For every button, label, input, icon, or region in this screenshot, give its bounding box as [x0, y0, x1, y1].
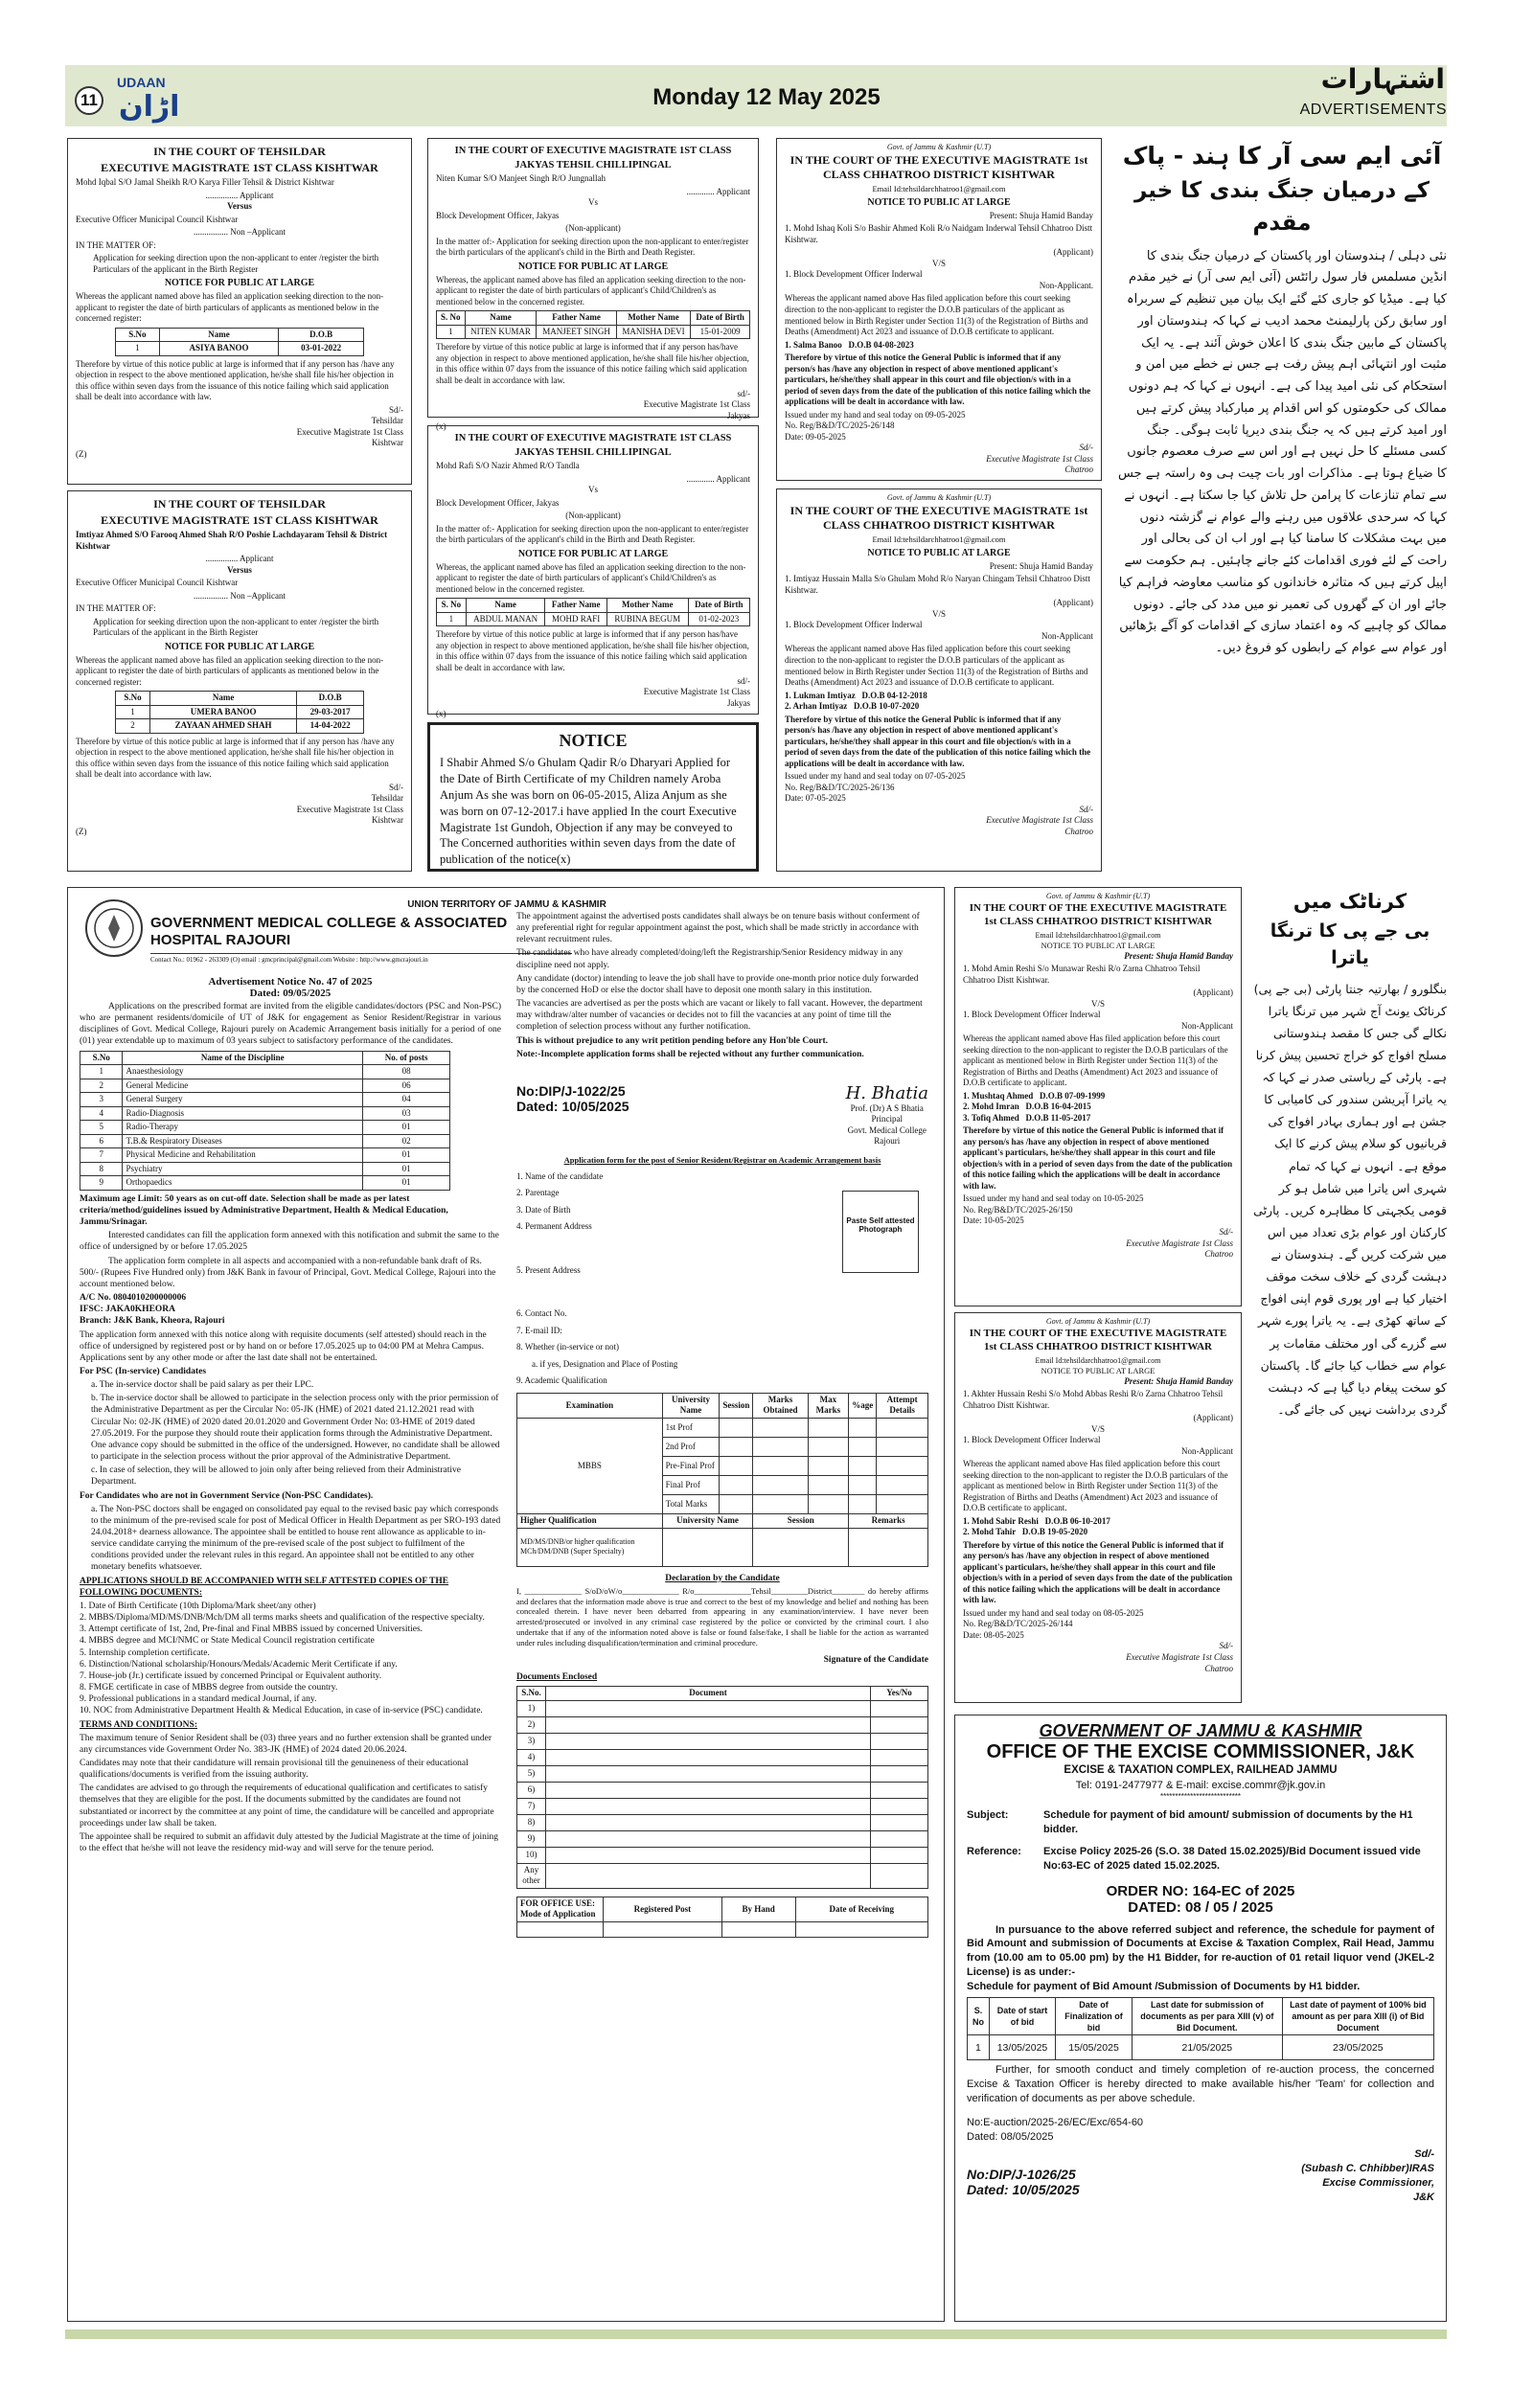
court-heading: IN THE COURT OF TEHSILDAR [153, 497, 326, 511]
table-row: 5) [517, 1765, 928, 1782]
court-title: JAKYAS TEHSIL CHILLIPINGAL [515, 447, 672, 459]
opponent-role: Non-Applicant [1181, 1445, 1233, 1456]
gmc-rajouri-advertisement [67, 887, 945, 2322]
form-field: 6. Contact No. [516, 1308, 567, 1319]
opponent: Block Development Officer, Jakyas [436, 210, 560, 220]
applicant: 1. Imtiyaz Hussain Malla S/o Ghulam Mohd R/o Naryan Chingam Tehsil Chhatroo Distt Kishtwar. [785, 574, 1090, 595]
notice-heading: NOTICE FOR PUBLIC AT LARGE [517, 548, 669, 559]
dob-table: S. No Name Father Name Mother Name Date of Birth 1 NITEN KUMAR MANJEET SINGH MANISHA DEVI 15-01-2009 [436, 310, 750, 339]
govt-label: Govt. of Jammu & Kashmir (U.T) [1045, 1317, 1151, 1326]
form-title: Application form for the post of Senior Resident/Registrar on Academic Arrangement basis [563, 1154, 881, 1165]
bullet-heading: For PSC (In-service) Candidates [80, 1366, 207, 1376]
doc-item: 7. House-job (Jr.) certificate issued by concerned Principal or Equivalent authority. [80, 1670, 382, 1681]
brand-name-en: UDAAN [117, 75, 166, 90]
signature: Sd/- Executive Magistrate 1st Class Chatroo [1126, 1226, 1233, 1260]
matter-head: IN THE MATTER OF: [76, 603, 156, 614]
list-item: 1. Mushtaq Ahmed D.O.B 07-09-1999 [963, 1090, 1106, 1101]
table-row: 5 Radio-Therapy 01 [80, 1121, 450, 1135]
opponent: 1. Block Development Officer Inderwal [785, 620, 923, 630]
notice-body: Whereas the applicant named above Has filed application before this court seeking direction to the non-applicant to register the D.O.B particulars of the applicant as mentioned below in Birth Register under Section 11(3) of the Registration of Births and Deaths (Amendment) Act 2023 and issuance of D.O.B certificate to applicant. [963, 1459, 1228, 1513]
list-item: 2. Mohd Imran D.O.B 16-04-2015 [963, 1102, 1091, 1112]
term-item: Candidates may note that their candidature will remain provisional till the genuineness of their educational qualifications/documents is verified from the issuing authority. [80, 1758, 469, 1781]
application-form [516, 1171, 928, 1387]
court-title: IN THE COURT OF THE EXECUTIVE MAGISTRATE 1st CLASS CHHATROO DISTRICT KISHTWAR [789, 153, 1088, 181]
notice-heading: NOTICE TO PUBLIC AT LARGE [867, 196, 1011, 208]
notice-chhatroo-2 [776, 488, 1102, 872]
form-field: 5. Present Address [516, 1264, 581, 1275]
table-row: 3 General Surgery 04 [80, 1093, 450, 1107]
incomplete-note: Note:-Incomplete application forms shall be rejected without any further communication. [516, 1049, 864, 1059]
table-row: Any other [517, 1863, 928, 1888]
signature: Sd/- Executive Magistrate 1st Class Chatroo [1126, 1641, 1233, 1673]
bullet-item: b. The in-service doctor shall be allowed to participate in the selection process only with the prior permission of the Administrative Department as per the Circular No: 05-JK (HME) of 2021 dated 21.12.2021 read with Circular No: 02-JK (HME) of 2020 dated 20.01.2020 and Government Order No: 03-HME of 2019 dated 27.05.2019. For the purpose they should route their application forms through the Administrative Department. One advance copy should be submitted in the office of the undersigned. However, no candidate shall be allowed to participate in the selection process without the prior approval of the Administrative Department. [91, 1394, 500, 1463]
table-row: 2) [517, 1716, 928, 1733]
principal-place: Rajouri [874, 1136, 901, 1147]
page-number: 11 [75, 86, 103, 115]
notice-body: Whereas, the applicant named above has filed an application seeking direction to the non-applicant to register the date of birth particulars of applicant's Child/Children's as mentioned below in the concerned register. [436, 274, 746, 307]
notice-number: Advertisement Notice No. 47 of 2025 [208, 976, 373, 988]
form-field: 9. Academic Qualification [516, 1375, 607, 1386]
signature: Sd/- Tehsildar Executive Magistrate 1st Class Kishtwar [296, 782, 403, 826]
office-heading: OFFICE OF THE EXCISE COMMISSIONER, J&K [986, 1741, 1415, 1762]
reference-row: Reference: Excise Policy 2025-26 (S.O. 38 Dated 15.02.2025)/Bid Document issued vide No:63-EC of 2025 dated 15.02.2025. [967, 1845, 1421, 1872]
list-item: 2. Mohd Tahir D.O.B 19-05-2020 [963, 1527, 1088, 1537]
ref-code: (Z) [76, 448, 87, 459]
further-note: Further, for smooth conduct and timely completion of re-auction process, the concerned Excise & Taxation Officer is hereby directed to make available his/her 'Team' for collection and verification of documents as per above schedule. [967, 2064, 1434, 2104]
notice-body: Whereas the applicant named above has filed an application seeking direction to the non-applicant to register the date of birth particulars of applicants as mentioned below in the concerned register: [76, 291, 384, 324]
dip-block [967, 2147, 1080, 2204]
article-body: نئی دہلی / ہندوستان اور پاکستان کے درمیان جنگ بندی کا انڈین مسلمس فار سول رائٹس (آئی ایم سی آر) نے خیر مقدم کیا ہے۔ میڈیا کو جاری کئے گئے ایک بیان میں تنظیم کے سربراہ اور سابق رکن پارلیمنٹ محمد ادیب نے کہا کہ ہندوستان اور پاکستان کے مابین جنگ بندی کا اعلان خوش آئند ہے۔ یہ ایک مثبت اور انتہائی اہم پیش رفت ہے جس نے خطے میں امن و استحکام کی نئی امید پیدا کی ہے۔ انہوں نے کہا کہ ہم دونوں ممالک کی حکومتوں کو اس اقدام پر مبارکباد پیش کرتے ہیں اور امید کرتے ہیں کہ یہ جنگ بندی دیرپا ثابت ہوگی۔ جنگ کسی مسئلے کا حل نہیں ہے اور اس سے صرف معصوم جانوں کا ضیاع ہوتا ہے۔ مذاکرات اور بات چیت ہی وہ راستہ ہے جس سے تمام تنازعات کا پرامن حل تلاش کیا جا سکتا ہے۔ انہوں نے کہا کہ سرحدی علاقوں میں رہنے والے عوام نے گزشتہ دنوں میں بہت مشکلات کا سامنا کیا ہے اور اب ان کی بحالی اور راحت کے لئے فوری اقدامات کئے جانے چاہئیں۔ ہم حکومت سے اپیل کرتے ہیں کہ متاثرہ خاندانوں کو مناسب معاوضہ فراہم کیا جائے اور ان کے گھروں کی تعمیر نو میں مدد کی جائے۔ دونوں ممالک کو چاہیے کہ وہ اعتماد سازی کے اقدامات کو آگے بڑھائیں اور عوام سے عوام کے رابطوں کو فروغ دیں۔ [1117, 248, 1447, 655]
email: Email Id:tehsildarchhatroo1@gmail.com [1035, 930, 1161, 940]
ut-label: UNION TERRITORY OF JAMMU & KASHMIR [407, 899, 606, 910]
signature: Sd/- Executive Magistrate 1st Class Chatroo [986, 443, 1093, 475]
court-title: IN THE COURT OF THE EXECUTIVE MAGISTRATE 1st CLASS CHHATROO DISTRICT KISHTWAR [789, 504, 1088, 532]
vs: V/S [931, 258, 946, 268]
photo-box: Paste Self attested Photograph [842, 1191, 919, 1273]
doc-item: 6. Distinction/National scholarship/Honours/Medals/Academic Merit Certificate if any. [80, 1659, 398, 1670]
issued: Issued under my hand and seal today on 07-05-2025 [785, 771, 966, 782]
reg-no: No. Reg/B&D/TC/2025-26/136 [785, 782, 895, 792]
signature: Sd/- Executive Magistrate 1st Class Chatroo [986, 804, 1093, 836]
candidate-signature-label: Signature of the Candidate [823, 1654, 928, 1665]
vs: Vs [587, 197, 598, 208]
notice-body-2: Therefore by virtue of this notice public at large is informed that if any person has/have any objection in respect to above mentioned application, he/she shall file his/her objection, in this office within 07 days from the issuance of this notice failing which said application shall be dealt in accordance with law. [436, 342, 749, 385]
notice-title: NOTICE [559, 731, 628, 750]
notice-chhatroo-3 [954, 887, 1242, 1306]
documents-enclosed-table: S.No. Document Yes/No 1) 2) 3) 4) 5) 6) 7) 8) 9) 10) Any other [516, 1686, 928, 1889]
docs-heading: APPLICATIONS SHOULD BE ACCOMPANIED WITH SELF ATTESTED COPIES OF THE FOLLOWING DOCUMENTS: [80, 1576, 449, 1598]
opponent-role: Non-Applicant [1041, 630, 1093, 641]
date: Date: 09-05-2025 [785, 431, 846, 442]
matter: In the matter of:- Application for seeking direction upon the non-applicant to enter/register the birth particulars of the applicant's child in the Birth and Death Register. [436, 236, 749, 258]
table-row: 1 ABDUL MANAN MOHD RAFI RUBINA BEGUM 01-02-2023 [437, 612, 750, 626]
govt-label: Govt. of Jammu & Kashmir (U.T) [886, 493, 992, 502]
schedule-title: Schedule for payment of Bid Amount /Submission of Documents by H1 bidder. [967, 1980, 1361, 1992]
notice-body-2: Therefore by virtue of this notice the General Public is informed that if any person/s has /have any objection in respect of above mentioned applicant's particulars, he/she/they shall appear in this court and file objection/s with in a period of seven days from the date of the publication of this notice failing which the applications will be dealt in accordance with law. [785, 352, 1091, 407]
applicant: 1. Mohd Amin Reshi S/o Munawar Reshi R/o Zarna Chhatroo Tehsil Chhatroo Distt Kishtwar. [963, 964, 1201, 985]
table-row: 8) [517, 1814, 928, 1830]
discipline-table: S.No Name of the Discipline No. of posts 1 Anaesthesiology 08 2 General Medicine 06 3 General Surgery 04 4 Radio-Diagnosis 03 5 Radio-Therapy 01 6 T.B.& Respiratory Diseases 02 7 Physical Medicine and Rehabilitation 01 8 Psychiatry 01 9 Orthopaedics 01 [80, 1051, 450, 1191]
principal-office: Govt. Medical College [847, 1124, 927, 1135]
opponent-role: (Non-applicant) [565, 511, 621, 521]
opponent: Executive Officer Municipal Council Kishtwar [76, 578, 239, 588]
terms-heading: TERMS AND CONDITIONS: [80, 1719, 197, 1730]
signature: Sd/- Tehsildar Executive Magistrate 1st Class Kishtwar [296, 404, 403, 448]
applicant: Niten Kumar S/O Manjeet Singh R/O Jungnallah [436, 173, 606, 184]
table-row: 9) [517, 1830, 928, 1847]
brand-name-ur: اڑان [119, 90, 180, 124]
govt-label: Govt. of Jammu & Kashmir (U.T) [1045, 892, 1151, 900]
declaration-body: I, ______________ S/oD/oW/o______________ R/o______________Tehsil_________District________ do hereby affirms and declares that the information made above is true and correct to the best of my knowledge and belief and nothing has been concealed therein. I have never been debarred from appearing in any examination/interview. I have never been arrested/prosecuted or involved in any criminal case registered by the police or convicted by the criminal court. I also undertake that if any of the information noted above is false or found false/fake, I shall be liable for the action as warranted under rules including disqualification/termination and criminal procedure. [516, 1585, 928, 1648]
date: Date: 07-05-2025 [785, 793, 846, 804]
notice-tehsildar-2 [67, 490, 412, 872]
docs-enclosed-label: Documents Enclosed [516, 1672, 598, 1683]
applicant-role: ............. Applicant [686, 186, 750, 196]
list-item: 3. Tofiq Ahmed D.O.B 11-05-2017 [963, 1112, 1091, 1123]
table-row: 1) [517, 1700, 928, 1716]
date: Date: 10-05-2025 [963, 1215, 1024, 1226]
table-row: 1 Anaesthesiology 08 [80, 1065, 450, 1079]
table-row: 4 Radio-Diagnosis 03 [80, 1106, 450, 1121]
institution-name: GOVERNMENT MEDICAL COLLEGE & ASSOCIATED HOSPITAL RAJOURI [150, 915, 508, 948]
urdu-news-tiranga-yatra [1253, 887, 1447, 1703]
court-heading: IN THE COURT OF EXECUTIVE MAGISTRATE 1ST CLASS [454, 146, 732, 156]
bullet-item: c. In case of selection, they will be allowed to join only after being relieved from their Administrative Department. [91, 1465, 461, 1488]
principal-name: Prof. (Dr) A S Bhatia [850, 1102, 924, 1113]
notice-heading: NOTICE TO PUBLIC AT LARGE [867, 547, 1011, 558]
applicant-role: ............... Applicant [205, 190, 274, 200]
table-row: 1 13/05/2025 15/05/2025 21/05/2025 23/05/2025 [968, 2035, 1434, 2060]
issued: Issued under my hand and seal today on 09-05-2025 [785, 409, 966, 420]
dip-date: Dated: 10/05/2025 [967, 2182, 1080, 2198]
form-field: 7. E-mail ID: [516, 1325, 562, 1335]
table-row: 8 Psychiatry 01 [80, 1162, 450, 1176]
applicant: Mohd Rafi S/O Nazir Ahmed R/O Tandla [436, 461, 580, 471]
notice-shabir-ahmed [427, 722, 759, 872]
table-row: 1 ASIYA BANOO 03-01-2022 [116, 342, 364, 356]
age-limit: Maximum age Limit: 50 years as on cut-off date. Selection shall be made as per latest criteria/method/guidelines issued by Administrative Department, Health & Medical Education, Jammu/Srinagar. [80, 1193, 448, 1228]
branch: Branch: J&K Bank, Kheora, Rajouri [80, 1316, 225, 1327]
page-footer-bar [65, 2329, 1447, 2339]
bullet-item: a. The Non-PSC doctors shall be engaged on consolidated pay equal to the revised basic pay which corresponds to the minimum of the pre-revised scale for post of Medical Officer in Health Department as per SRO-193 dated 24.04.2018+ dearness allowance. The appointee shall be entitled to house rent allowance as applicable to in-service candidate carrying the minimum of the pre-revised scale of the post subject to fulfilment of the conditions provided under the relevant rules in this regard. An appointee shall not be entitled to any other monetary benefits whatsoever. [91, 1504, 501, 1573]
notice-body-2: Therefore by virtue of this notice public at large is informed that if any person has /have any objection in respect to the above mentioned application, he/she shall file his/her objection in this office within seven days from the issuance of this notice failing which said application shall be dealt into accordance with law. [76, 736, 395, 780]
office-use-table: FOR OFFICE USE: Mode of Application Registered Post By Hand Date of Receiving [516, 1897, 928, 1938]
dob-table: S. No Name Father Name Mother Name Date of Birth 1 ABDUL MANAN MOHD RAFI RUBINA BEGUM 01-02-2023 [436, 598, 750, 626]
notice-body: Whereas the applicant named above has filed an application seeking direction to the non-applicant to register the date of birth particulars of applicants as mentioned below in the concerned register: [76, 654, 384, 687]
applicant-role: (Applicant) [1053, 247, 1093, 258]
govt-label: Govt. of Jammu & Kashmir (U.T) [886, 143, 992, 151]
applicant: Imtiyaz Ahmed S/O Farooq Ahmed Shah R/O Poshie Lachdayaram Tehsil & District Kishtwar [76, 530, 388, 551]
ref-date: Dated: 08/05/2025 [967, 2130, 1054, 2143]
notice-chhatroo-1 [776, 138, 1102, 481]
notice-heading: NOTICE FOR PUBLIC AT LARGE [164, 641, 315, 652]
notice-body-2: Therefore by virtue of this notice the General Public is informed that if any person/s has /have any objection in respect of above mentioned applicant's particulars, he/she/they shall appear in this court and file objection/s with in a period of seven days from the date of the publication of this notice failing which the applications will be dealt in accordance with law. [785, 714, 1091, 768]
court-title: EXECUTIVE MAGISTRATE 1ST CLASS KISHTWAR [101, 513, 378, 527]
doc-item: 4. MBBS degree and MCI/NMC or State Medical Council registration certificate [80, 1636, 375, 1647]
term-item: The maximum tenure of Senior Resident shall be (03) three years and no further extension shall be granted under any circumstances vide Government Order No. 383-JK (HME) of 2024 dated 20.06.2024. [80, 1733, 492, 1755]
notice-heading: NOTICE FOR PUBLIC AT LARGE [517, 261, 669, 272]
table-row: 9 Orthopaedics 01 [80, 1176, 450, 1191]
notice-body-2: Therefore by virtue of this notice the General Public is informed that if any person/s has /have any objection in respect of above mentioned applicant's particulars, he/she/they shall appear in this court and file objection/s with in a period of seven days from the date of the publication of this notice failing which the applications will be dealt in accordance with law. [963, 1539, 1233, 1605]
table-row: 10) [517, 1847, 928, 1863]
list-item: 1. Salma Banoo D.O.B 04-08-2023 [785, 339, 914, 350]
notice-heading: NOTICE TO PUBLIC AT LARGE [1041, 1365, 1155, 1375]
doc-item: 5. Internship completion certificate. [80, 1647, 210, 1658]
table-row: 7 Physical Medicine and Rehabilitation 01 [80, 1148, 450, 1163]
stars: *************************** [1159, 1792, 1242, 1802]
applicant: 1. Akhter Hussain Reshi S/o Mohd Abbas Reshi R/o Zarna Chhatroo Tehsil Chhatroo Distt Kishtwar. [963, 1389, 1224, 1410]
term-item: The appointee shall be required to submit an affidavit duly attested by the Judicial Magistrate at the time of joining to the effect that he/she will not leave the residency mid-way and will serve for the tenure period. [80, 1831, 498, 1854]
form-field: 2. Parentage [516, 1188, 560, 1198]
form-field: a. if yes, Designation and Place of Posting [532, 1358, 678, 1369]
ref-code: (Z) [76, 826, 87, 836]
versus: Versus [227, 564, 252, 575]
issue-date: Monday 12 May 2025 [652, 84, 881, 110]
order-date: DATED: 08 / 05 / 2025 [1128, 1898, 1273, 1916]
section-title-en: ADVERTISEMENTS [1299, 102, 1447, 118]
prejudice-note: This is without prejudice to any writ petition pending before any Hon'ble Court. [516, 1035, 829, 1046]
applicant-role: (Applicant) [1193, 1413, 1233, 1423]
form-field: 1. Name of the candidate [516, 1170, 604, 1181]
headline-1: کرناٹک میں [1293, 890, 1407, 913]
bullet-item: a. The in-service doctor shall be paid salary as per their LPC. [91, 1380, 314, 1391]
ref-number: No:E-auction/2025-26/EC/Exc/654-60 [967, 2116, 1144, 2128]
vs: V/S [1090, 1423, 1105, 1434]
article-body: بنگلورو / بھارتیہ جنتا پارٹی (بی جے پی) کرناٹک یونٹ آج شہر میں ترنگا یاترا نکالے گی جس کا مقصد ہندوستانی مسلح افواج کو خراج تحسین پیش کرنا ہے۔ پارٹی کے ریاستی صدر نے کہا کہ یہ یاترا آپریشن سندور کی کامیابی کا جشن ہے اور ہماری بہادر افواج کی قربانیوں کو سلام پیش کرنے کا ایک موقع ہے۔ انہوں نے کہا کہ تمام شہری اس یاترا میں شامل ہو کر قومی یکجہتی کا مظاہرہ کریں۔ پارٹی کارکنان اور عوام بڑی تعداد میں اس میں شرکت کریں گے۔ ہندوستان نے دہشت گردی کے خلاف سخت موقف اختیار کیا ہے اور پوری قوم اپنی افواج کے ساتھ کھڑی ہے۔ یہ یاترا پورے شہر سے گزرے گی اور مختلف مقامات پر عوام سے خطاب کیا جائے گا۔ پاکستان کو سخت پیغام دیا گیا ہے کہ دہشت گردی برداشت نہیں کی جائے گی۔ [1253, 981, 1447, 1417]
doc-item: 10. NOC from Administrative Department Health & Medical Education, in case of in-service (PSC) candidate. [80, 1706, 483, 1716]
excise-commissioner-order [954, 1715, 1447, 2322]
opponent: 1. Block Development Officer Inderwal [963, 1435, 1101, 1445]
list-item: 1. Mohd Sabir Reshi D.O.B 06-10-2017 [963, 1515, 1110, 1526]
signature: sd/- Executive Magistrate 1st Class Jakyas [643, 675, 750, 708]
bullet-item: The application form annexed with this notice along with requisite documents (self attested) should reach in the office of undersigned by registered post or by hand on or before 17.05.2025 up to 04:00 PM at Mehra Campus. Applications sent by any other mode or after the last date shall not be entertained. [80, 1329, 487, 1363]
notice-body: Whereas the applicant named above Has filed application before this court seeking direction to the non-applicant to register the D.O.B particulars of the applicant as mentioned below in Birth Register under Section 11(3) of the Registration of Births and Deaths (Amendment) Act 2023 and issuance of D.O.B certificate to applicant. [785, 293, 1088, 337]
notice-heading: NOTICE FOR PUBLIC AT LARGE [164, 278, 315, 289]
vs: V/S [931, 608, 946, 619]
gmc-right-column [516, 909, 928, 1941]
vs: V/S [1090, 998, 1105, 1009]
applicant: 1. Mohd Ishaq Koli S/o Bashir Ahmed Koli R/o Naidgam Inderwal Tehsil Chhatroo Distt Kishtwar. [785, 223, 1093, 244]
table-row: 1 NITEN KUMAR MANJEET SINGH MANISHA DEVI 15-01-2009 [437, 325, 750, 339]
doc-item: 8. FMGE certificate in case of MBBS degree from outside the country. [80, 1683, 338, 1693]
signature: Sd/- (Subash C. Chhibber)IRAS Excise Commissioner, J&K [1301, 2148, 1434, 2203]
submit-instruction: Interested candidates can fill the application form annexed with this notification and submit the same to the office of undersigned by or before 17.05.2025 [80, 1231, 499, 1253]
dob-table: S.No Name D.O.B 1 ASIYA BANOO 03-01-2022 [115, 328, 364, 356]
matter: Application for seeking direction upon the non-applicant to enter /register the birth Particulars of the applicant in the Birth Register [93, 616, 379, 638]
matter-head: IN THE MATTER OF: [76, 239, 156, 250]
contact: Tel: 0191-2477977 & E-mail: excise.commr@jk.gov.in [1075, 1779, 1326, 1791]
reg-no: No. Reg/B&D/TC/2025-26/144 [963, 1619, 1073, 1629]
bullet-item: The vacancies are advertised as per the posts which are vacant or likely to fall vacant. However, the department may withdraw/alter number of vacancies or decides not to fill the vacancies at any point of time till the completion of selection process without any further notification. [516, 999, 923, 1033]
form-field: 3. Date of Birth [516, 1204, 571, 1215]
form-field: 8. Whether (in-service or not) [516, 1342, 620, 1352]
opponent: Executive Officer Municipal Council Kishtwar [76, 214, 239, 224]
issued: Issued under my hand and seal today on 08-05-2025 [963, 1607, 1144, 1618]
table-row: 6 T.B.& Respiratory Diseases 02 [80, 1134, 450, 1148]
dip-number: No:DIP/J-1022/25 [516, 1082, 626, 1099]
doc-item: 3. Attempt certificate of 1st, 2nd, Pre-final and Final MBBS issued by concerned Universities. [80, 1624, 423, 1635]
signature: sd/- Executive Magistrate 1st Class Jakyas [643, 388, 750, 420]
doc-item: 1. Date of Birth Certificate (10th Diploma/Mark sheet/any other) [80, 1601, 316, 1611]
present: Present: Shuja Hamid Banday [989, 210, 1093, 220]
notice-date: Dated: 09/05/2025 [249, 988, 332, 999]
list-item: 1. Lukman Imtiyaz D.O.B 04-12-2018 [785, 690, 927, 700]
opponent-role: Non-Applicant. [1039, 280, 1093, 290]
opponent-role: ................ Non –Applicant [194, 227, 286, 238]
govt-heading: GOVERNMENT OF JAMMU & KASHMIR [1039, 1721, 1362, 1740]
fee-instruction: The application form complete in all aspects and accompanied with a non-refundable bank draft of Rs. 500/- (Rupees Five Hundred only) from J&K Bank in favour of Principal, Govt. Medical College, Rajouri into the account mentioned below. [80, 1256, 496, 1289]
present: Present: Shuja Hamid Banday [1124, 950, 1233, 961]
ref-code: (x) [436, 709, 446, 719]
opponent-role: ................ Non –Applicant [194, 590, 286, 601]
versus: Versus [227, 201, 252, 212]
notice-heading: NOTICE TO PUBLIC AT LARGE [1041, 940, 1155, 950]
email: Email Id:tehsildarchhatroo1@gmail.com [1035, 1355, 1161, 1365]
complex: EXCISE & TAXATION COMPLEX, RAILHEAD JAMMU [1064, 1764, 1338, 1776]
applicant-role: ............... Applicant [205, 554, 274, 564]
gmc-left-column [80, 976, 501, 1856]
declaration-title: Declaration by the Candidate [665, 1573, 780, 1583]
issued: Issued under my hand and seal today on 10-05-2025 [963, 1193, 1144, 1204]
ifsc: IFSC: JAKA0KHEORA [80, 1305, 176, 1315]
dob-table: S.No Name D.O.B 1 UMERA BANOO 29-03-2017 2 ZAYAAN AHMED SHAH 14-04-2022 [115, 691, 364, 734]
headline-1: آئی ایم سی آر کا ہند - پاک [1122, 142, 1442, 170]
opponent: 1. Block Development Officer Inderwal [963, 1010, 1101, 1020]
contact-line: Contact No.: 01962 - 263309 (O) email : gmcprincipal@gmail.com Website : http://www.gmcrajouri.in [150, 953, 572, 965]
reg-no: No. Reg/B&D/TC/2025-26/148 [785, 420, 895, 431]
court-heading: IN THE COURT OF TEHSILDAR [153, 145, 326, 158]
account-no: A/C No. 0804010200000006 [80, 1293, 187, 1304]
court-title: IN THE COURT OF THE EXECUTIVE MAGISTRATE 1st CLASS CHHATROO DISTRICT KISHTWAR [969, 1328, 1227, 1352]
notice-jakyas-1 [427, 138, 759, 432]
notice-body-2: Therefore by virtue of this notice the General Public is informed that if any person/s has /have any objection in respect of above mentioned applicant's particulars, he/she/they shall appear in this court and file objection/s with in a period of seven days from the date of the publication of this notice failing which the applications will be dealt in accordance with law. [963, 1125, 1233, 1191]
principal-title: Principal [871, 1114, 904, 1124]
notice-body: Whereas the applicant named above Has filed application before this court seeking direction to the non-applicant to register the D.O.B particulars of the applicant as mentioned below in Birth Register under Section 11(3) of the Registration of Births and Deaths (Amendment) Act 2023 and issuance of D.O.B certificate to applicant. [963, 1034, 1228, 1088]
court-heading: IN THE COURT OF EXECUTIVE MAGISTRATE 1ST CLASS [454, 433, 732, 443]
matter: Application for seeking direction upon the non-applicant to enter /register the birth Particulars of the applicant in the Birth Register [93, 253, 379, 274]
notice-body-2: Therefore by virtue of this notice public at large is informed that if any person has/have any objection in respect to above mentioned application, he/she shall file his/her objection, in this office within 07 days from the issuance of this notice failing which said application shall be dealt in accordance with law. [436, 629, 749, 672]
applicant-role: (Applicant) [1193, 988, 1233, 998]
date: Date: 08-05-2025 [963, 1629, 1024, 1640]
qualification-table: Examination University Name Session Marks Obtained Max Marks %age Attempt Details MBBS 1st Prof 2nd Prof Pre-Final Prof Final Prof Total Marks Higher Qualification University Name Session Remarks MD/MS/DNB/or higher qualification MCh/DM/DNB (Super Specialty) [516, 1393, 928, 1567]
applicant-role: (Applicant) [1053, 598, 1093, 608]
vs: Vs [587, 485, 598, 495]
order-number: ORDER NO: 164-EC of 2025 [1106, 1882, 1295, 1899]
section-title-ur: اشتہارات [1320, 63, 1445, 95]
notice-jakyas-2 [427, 425, 759, 719]
dip-number: No:DIP/J-1026/25 [967, 2167, 1076, 2183]
court-title: EXECUTIVE MAGISTRATE 1ST CLASS KISHTWAR [101, 161, 378, 174]
urdu-news-ceasefire [1117, 138, 1447, 872]
table-row: 4) [517, 1749, 928, 1765]
intro: Applications on the prescribed format are invited from the eligible candidates/doctors (PSC and Non-PSC) who are permanent residents/domicile of UT of J&K for engagement as Senior Resident/Registrar in various disciplines of Govt. Medical College, Rajouri purely on Academic Arrangement basis initially for a period of one (01) year extendable up to maximum of 03 years subject to satisfactory performance of the candidates. [80, 1002, 501, 1047]
term-item: The candidates are advised to go through the requirements of educational qualification and certificates to satisfy themselves that they are eligible for the post. If the documents submitted by the candidates are found not substantiated or incorrect by the committee at any point of time, the candidature will be cancelled and appropriate proceedings under law shall be taken. [80, 1783, 494, 1829]
order-body: In pursuance to the above referred subject and reference, the schedule for payment of Bid Amount and submission of Documents at Excise & Taxation Complex, Rail Head, Jammu from (10.00 am to 05.00 pm) by the H1 Bidder, for re-auction of 01 retail liquor vend (JKEL-2 License) is as under:- [967, 1923, 1434, 1979]
table-row: 1 UMERA BANOO 29-03-2017 [116, 705, 364, 719]
notice-body: Whereas the applicant named above Has filed application before this court seeking direction to the non-applicant to register the D.O.B particulars of the applicant as mentioned below in Birth Register under Section 11(3) of the Registration of Births and Deaths (Amendment) Act 2023 and issuance of D.O.B certificate to applicant. [785, 644, 1088, 688]
bullet-item: Any candidate (doctor) intending to leave the job shall have to provide one-month prior notice duly forwarded by the concerned HoD or else the doctor shall have to deposit one month salary in this institution. [516, 973, 919, 995]
opponent-role: (Non-applicant) [565, 223, 621, 234]
email: Email Id:tehsildarchhatroo1@gmail.com [872, 184, 1006, 193]
table-row: 6) [517, 1782, 928, 1798]
principal-signature: H. Bhatia [845, 1082, 928, 1103]
form-field: 4. Permanent Address [516, 1221, 592, 1232]
ref-code: (x) [436, 421, 446, 432]
opponent: Block Development Officer, Jakyas [436, 497, 560, 508]
notice-body-2: Therefore by virtue of this notice public at large is informed that if any person has /have any objection in respect to the above mentioned application, he/she shall file his/her objection in this office within seven days from the issuance of this notice failing which said application shall be dealt into accordance with law. [76, 358, 395, 402]
court-title: JAKYAS TEHSIL CHILLIPINGAL [515, 160, 672, 171]
table-row: 2 General Medicine 06 [80, 1079, 450, 1093]
matter: In the matter of:- Application for seeking direction upon the non-applicant to enter/register the birth particulars of the applicant's child in the Birth and Death Register. [436, 523, 749, 545]
notice-body: Whereas, the applicant named above has filed an application seeking direction to the non-applicant to register the date of birth particulars of applicant's Child/Children's as mentioned below in the concerned register. [436, 561, 746, 594]
doc-item: 9. Professional publications in a standard medical Journal, if any. [80, 1694, 317, 1705]
schedule-table: S. No Date of start of bid Date of Finalization of bid Last date for submission of documents as per para XIII (v) of Bid Document. Last date of payment of 100% bid amount as per para XIII (i) of Bid Document 1 13/05/2025 15/05/2025 21/05/2025 23/05/2025 [967, 1997, 1434, 2060]
subject-row: Subject: Schedule for payment of bid amount/ submission of documents by the H1 bidder. [967, 1809, 1413, 1835]
headline-2: کے درمیان جنگ بندی کا خیر مقدم [1133, 177, 1430, 236]
applicant-role: ............. Applicant [686, 473, 750, 484]
table-row: 7) [517, 1798, 928, 1814]
list-item: 2. Arhan Imtiyaz D.O.B 10-07-2020 [785, 701, 920, 712]
table-row: 2 ZAYAAN AHMED SHAH 14-04-2022 [116, 719, 364, 734]
applicant: Mohd Iqbal S/O Jamal Sheikh R/O Karya Filler Tehsil & District Kishtwar [76, 177, 334, 187]
notice-tehsildar-1 [67, 138, 412, 485]
notice-chhatroo-4 [954, 1312, 1242, 1703]
table-row: 3) [517, 1733, 928, 1749]
opponent: 1. Block Development Officer Inderwal [785, 269, 923, 280]
headline-2: بی جے پی کا ترنگا یاترا [1270, 920, 1430, 968]
email: Email Id:tehsildarchhatroo1@gmail.com [872, 534, 1006, 544]
bullet-item: The candidates who have already completed/doing/left the Registrarship/Senior Residency midway in any discipline need not apply. [516, 948, 904, 970]
bullet-item: The appointment against the advertised posts candidates shall always be on tenure basis without conferment of any preferential right for regular appointment against the post, which shall be made strictly in accordance with relevant recruitment rules. [516, 912, 920, 945]
present: Present: Shuja Hamid Banday [1124, 1375, 1233, 1386]
bullet-heading: For Candidates who are not in Government Service (Non-PSC Candidates). [80, 1490, 374, 1501]
doc-item: 2. MBBS/Diploma/MD/MS/DNB/Mch/DM all terms marks sheets and qualification of the respective specialty. [80, 1613, 485, 1624]
reg-no: No. Reg/B&D/TC/2025-26/150 [963, 1204, 1073, 1215]
dip-date: Dated: 10/05/2025 [516, 1098, 629, 1114]
court-title: IN THE COURT OF THE EXECUTIVE MAGISTRATE 1st CLASS CHHATROO DISTRICT KISHTWAR [969, 902, 1227, 927]
opponent-role: Non-Applicant [1181, 1020, 1233, 1031]
notice-body: I Shabir Ahmed S/o Ghulam Qadir R/o Dharyari Applied for the Date of Birth Certificate of my Children namely Aroba Anjum As she was born on 06-05-2015, Aliza Anjum as she was born on 07-12-2017.i have applied In the court Executive Magistrate 1st Gundoh, Objection if any may be conveyed to The Concerned authorities within seven days from the date of publication of the notice(x) [440, 756, 737, 867]
present: Present: Shuja Hamid Banday [989, 560, 1093, 571]
